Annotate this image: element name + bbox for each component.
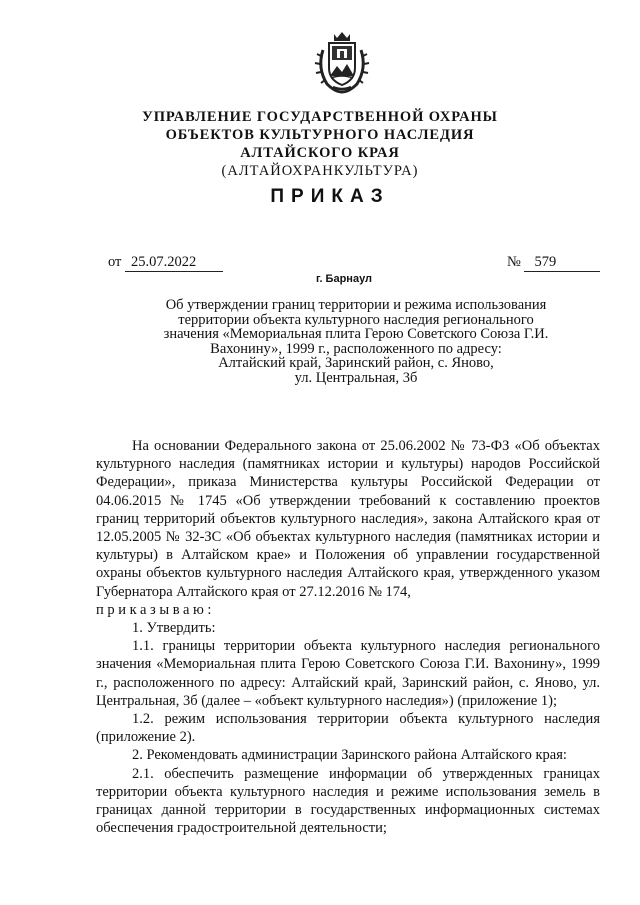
item-2-1: 2.1. обеспечить размещение информации об утвержденных границах территории объекта культурного наследия и режиме использования земель в границах данной территории в государственных информационных системах обеспечения градостроительной деятельности; bbox=[96, 765, 600, 837]
org-line-2: ОБЪЕКТОВ КУЛЬТУРНОГО НАСЛЕДИЯ bbox=[165, 127, 475, 143]
subject-line: Вахонину», 1999 г., расположенного по адресу: bbox=[210, 340, 502, 357]
coat-of-arms-icon bbox=[313, 30, 371, 94]
subject-line: значения «Мемориальная плита Герою Советского Союза Г.И. bbox=[163, 326, 549, 343]
item-1-1: 1.1. границы территории объекта культурного наследия регионального значения «Мемориальная плита Герою Советского Союза Г.И. Вахонину», 1999 г., расположенного по адресу: Алтайский край, Заринский район, с. Яново, ул. Центральная, 3б (далее – «объект культурного наследия») (приложение 1); bbox=[96, 638, 600, 709]
date-value: 25.07.2022 bbox=[125, 254, 223, 272]
order-body bbox=[96, 437, 600, 837]
preamble-paragraph: На основании Федерального закона от 25.06.2002 № 73-ФЗ «Об объектах культурного наследия (памятниках истории и культуры) народов Российской Федерации», приказа Министерства культуры Российской Федерации от 04.06.2015 № 1745 «Об утверждении требований к составлению проектов границ территорий объектов культурного наследия», закона Алтайского края от 12.05.2005 № 32-ЗС «Об объектах культурного наследия (памятниках истории и культуры) в Алтайском крае» и Положения об управлении государственной охраны объектов культурного наследия Алтайского края, утвержденного указом Губернатора Алтайского края от 27.12.2016 № 174, bbox=[96, 438, 600, 600]
order-number bbox=[507, 254, 600, 272]
item-1-2: 1.2. режим использования территории объекта культурного наследия (приложение 2). bbox=[96, 711, 600, 746]
organization-name bbox=[0, 108, 640, 180]
item-1: 1. Утвердить: bbox=[132, 620, 216, 637]
number-value: 579 bbox=[524, 254, 600, 272]
city: г. Барнаул bbox=[315, 273, 373, 285]
subject-line: ул. Центральная, 3б bbox=[294, 369, 418, 386]
org-line-3: АЛТАЙСКОГО КРАЯ bbox=[240, 145, 400, 161]
item-2: 2. Рекомендовать администрации Заринского района Алтайского края: bbox=[132, 747, 567, 764]
order-word: приказываю: bbox=[96, 601, 216, 618]
date-prefix: от bbox=[108, 254, 122, 270]
subject-line: территории объекта культурного наследия регионального bbox=[178, 311, 534, 328]
order-date bbox=[108, 254, 223, 272]
order-subject bbox=[140, 298, 572, 386]
document-type-title: ПРИКАЗ bbox=[270, 186, 390, 207]
subject-line: Алтайский край, Заринский район, с. Яново, bbox=[218, 355, 494, 372]
org-abbreviation: (АЛТАЙОХРАНКУЛЬТУРА) bbox=[221, 163, 419, 179]
number-prefix: № bbox=[507, 254, 521, 270]
subject-line: Об утверждении границ территории и режима использования bbox=[165, 297, 547, 313]
org-line-1: УПРАВЛЕНИЕ ГОСУДАРСТВЕННОЙ ОХРАНЫ bbox=[142, 109, 498, 125]
